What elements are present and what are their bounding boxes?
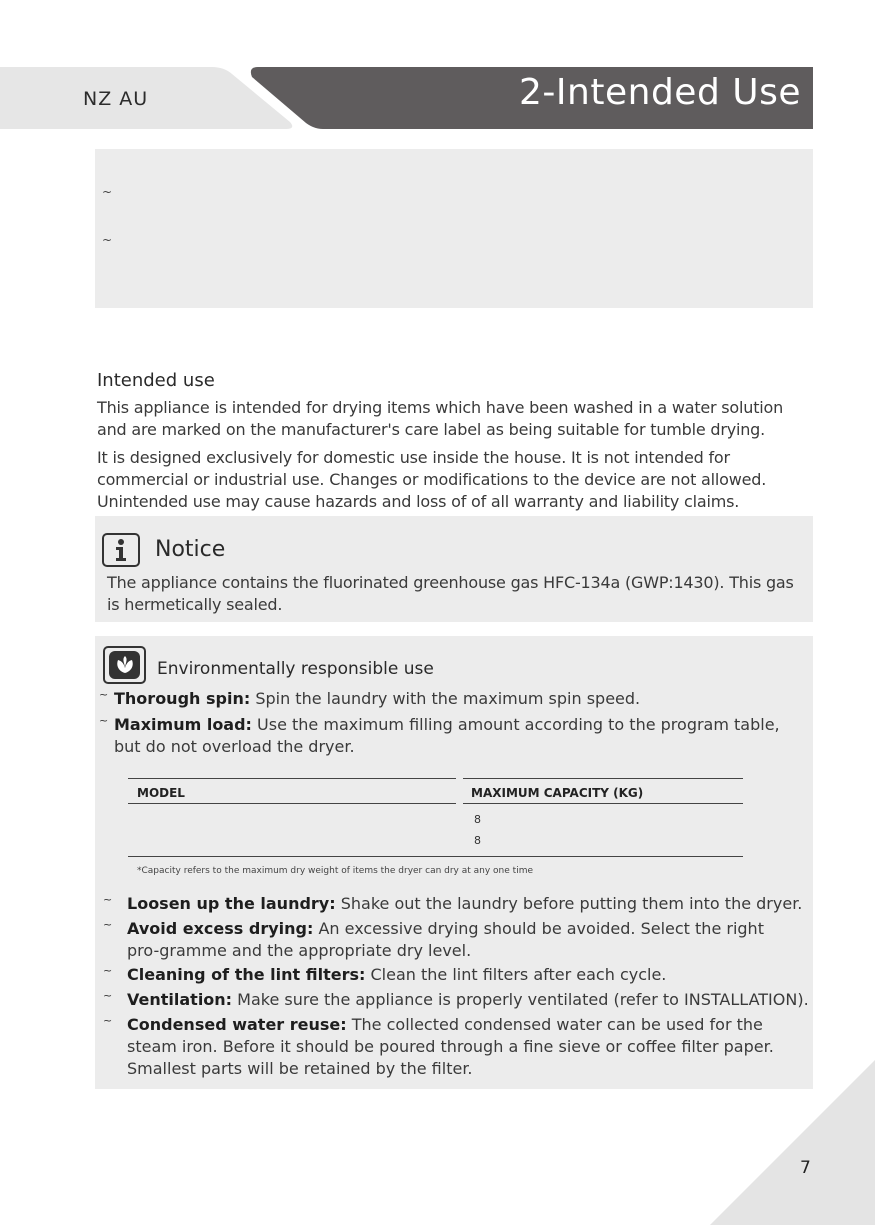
env-bullet-mark-2: ~ [99,714,109,727]
region-label: NZ AU [83,88,149,110]
table-footnote: *Capacity refers to the maximum dry weight of items the dryer can dry at any one time [137,866,533,876]
env-bullet-avoid-drying [127,918,792,962]
page-number: 7 [800,1158,811,1178]
bullet-text: Make sure the appliance is properly ventilated (refer to INSTALLATION). [232,990,809,1009]
env-bullet-mark-1: ~ [99,688,109,701]
notice-text: The appliance contains the fluorinated greenhouse gas HFC-134a (GWP:1430). This gas is hermetically sealed. [107,573,794,614]
env-bullet-lint-filters [127,964,807,986]
warning-box [95,149,813,308]
intended-use-para-2: It is designed exclusively for domestic use inside the house. It is not intended for commercial or industrial use. Changes or modifications to the device are not allowed. Unintended use may cause hazards and loss of of all warranty and liability claims. [97,448,767,511]
bullet-text: An excessive drying should be avoided. Select the right pro-gramme and the appropriate dry level. [127,919,764,960]
eco-icon [103,646,146,684]
table-line-mid-right [463,803,743,804]
bullet-bold: Avoid excess drying: [127,919,314,938]
table-cell-capacity-2: 8 [474,834,481,847]
table-cell-capacity-1: 8 [474,813,481,826]
table-line-top-left [128,778,456,779]
page-corner [705,1060,875,1225]
section-title: 2-Intended Use [519,72,801,113]
env-bullet-mark-5: ~ [103,964,113,977]
bullet-text: The collected condensed water can be used for the steam iron. Before it should be poured through a fine sieve or coffee filter paper. Smallest parts will be retained by the filter. [127,1015,774,1078]
env-title: Environmentally responsible use [157,659,434,679]
bullet-bold: Ventilation: [127,990,233,1009]
bullet-bold: Thorough spin: [114,689,251,708]
env-bullet-thorough-spin [114,688,804,710]
env-bullet-maximum-load [114,714,806,758]
env-bullet-ventilation [127,989,813,1011]
bullet-bold: Cleaning of the lint filters: [127,965,366,984]
info-icon [102,533,140,567]
intended-use-para-1: This appliance is intended for drying items which have been washed in a water solution and are marked on the manufacturer's care label as being suitable for tumble drying. [97,398,784,439]
bullet-text: Spin the laundry with the maximum spin speed. [250,689,641,708]
bullet-bold: Loosen up the laundry: [127,894,336,913]
env-bullet-loosen [127,893,807,915]
table-header-capacity: MAXIMUM CAPACITY (KG) [471,786,644,800]
table-header-model: MODEL [137,786,185,800]
env-bullet-mark-6: ~ [103,989,113,1002]
env-bullet-mark-4: ~ [103,918,113,931]
intended-use-heading: Intended use [97,370,215,391]
notice-title: Notice [155,537,226,562]
warning-bullet-2: ~ [102,233,113,247]
env-bullet-mark-3: ~ [103,893,113,906]
bullet-bold: Maximum load: [114,715,252,734]
bullet-text: Clean the lint filters after each cycle. [365,965,667,984]
env-bullet-mark-7: ~ [103,1014,113,1027]
bullet-text: Use the maximum filling amount according to the program table, but do not overload the dryer. [114,715,780,756]
table-line-mid-left [128,803,456,804]
warning-bullet-1: ~ [102,185,113,199]
bullet-text: Shake out the laundry before putting them into the dryer. [335,894,803,913]
table-line-top-right [463,778,743,779]
table-line-bottom [128,856,743,857]
bullet-bold: Condensed water reuse: [127,1015,347,1034]
